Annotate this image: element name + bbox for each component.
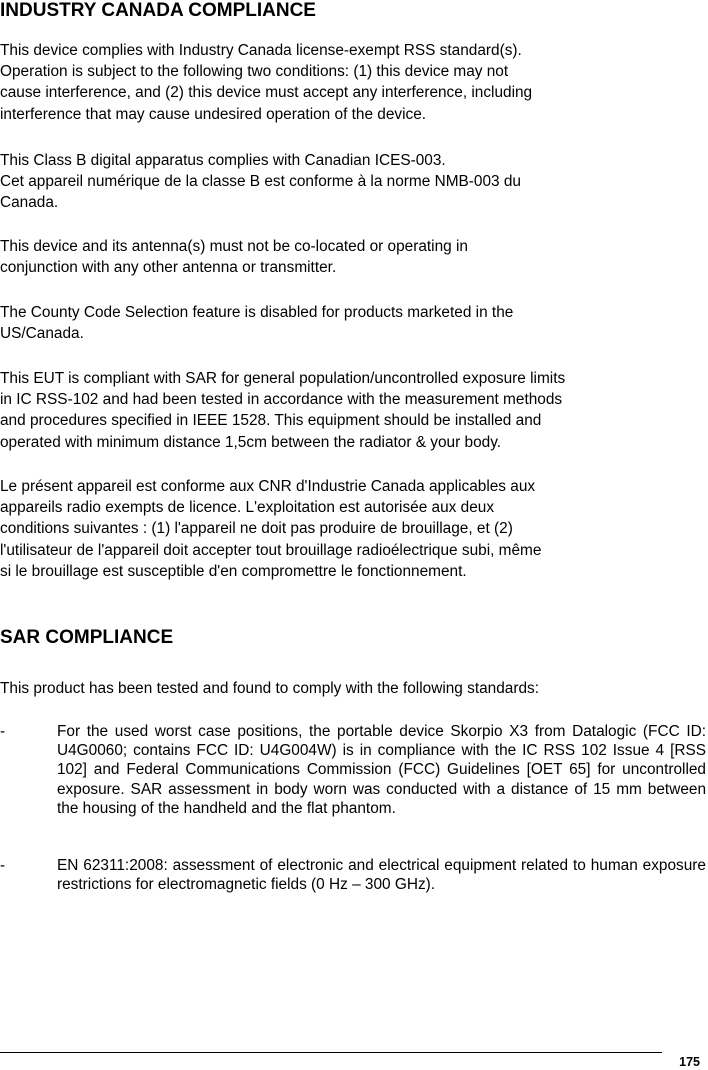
ic-compliance-heading: INDUSTRY CANADA COMPLIANCE: [0, 0, 316, 21]
ic-paragraph-license-exempt: This device complies with Industry Canada license-exempt RSS standard(s). Operation is subject to the following two conditions: (1) this device may not cause interference, and (2) this device must accept any interference, including interference that may cause undesired operation of the device.: [0, 42, 533, 123]
sar-bullet-text-skorpio: For the used worst case positions, the portable device Skorpio X3 from Datalogic (FCC ID: U4G0060; contains FCC ID: U4G004W) is in compliance with the IC RSS 102 Issue 4 [RSS 102] and Federal Communications Commission (FCC) Guidelines [OET 65] for uncontrolled exposure. SAR assessment in body worn was conducted with a distance of 15 mm between the housing of the handheld and the flat phantom.: [57, 723, 706, 817]
ic-paragraph-french: Le présent appareil est conforme aux CNR d'Industrie Canada applicables aux appareils radio exempts de licence. L'exploitation est autorisée aux deux conditions suivantes : (1) l'appareil ne doit pas produire de brouillage, et (2) l'utilisateur de l'appareil doit accepter tout brouillage radioélectrique subi, même si le brouillage est susceptible d'en compromettre le fonctionnement.: [0, 478, 542, 580]
sar-compliance-heading: SAR COMPLIANCE: [0, 627, 174, 648]
bullet-dash: -: [0, 857, 6, 874]
footer-divider: [0, 1052, 662, 1053]
bullet-dash: -: [0, 723, 6, 740]
sar-intro-text: This product has been tested and found to comply with the following standards:: [0, 680, 539, 697]
ic-paragraph-country-code: The County Code Selection feature is disabled for products marketed in the US/Canada.: [0, 304, 514, 343]
page-number: 175: [679, 1055, 700, 1069]
ic-paragraph-sar-eut: This EUT is compliant with SAR for general population/uncontrolled exposure limits in IC RSS-102 and had been tested in accordance with the measurement methods and procedures specified in IEEE 1528. This equipment should be installed and operated with minimum distance 1,5cm between the radiator & your body.: [0, 370, 566, 451]
sar-bullet-text-en62311: EN 62311:2008: assessment of electronic and electrical equipment related to human exposure restrictions for electromagnetic fields (0 Hz – 300 GHz).: [57, 857, 706, 894]
ic-paragraph-antenna: This device and its antenna(s) must not be co-located or operating in conjunction with any other antenna or transmitter.: [0, 238, 468, 277]
ic-paragraph-class-b: This Class B digital apparatus complies with Canadian ICES-003. Cet appareil numérique de la classe B est conforme à la norme NMB-003 du Canada.: [0, 152, 521, 212]
